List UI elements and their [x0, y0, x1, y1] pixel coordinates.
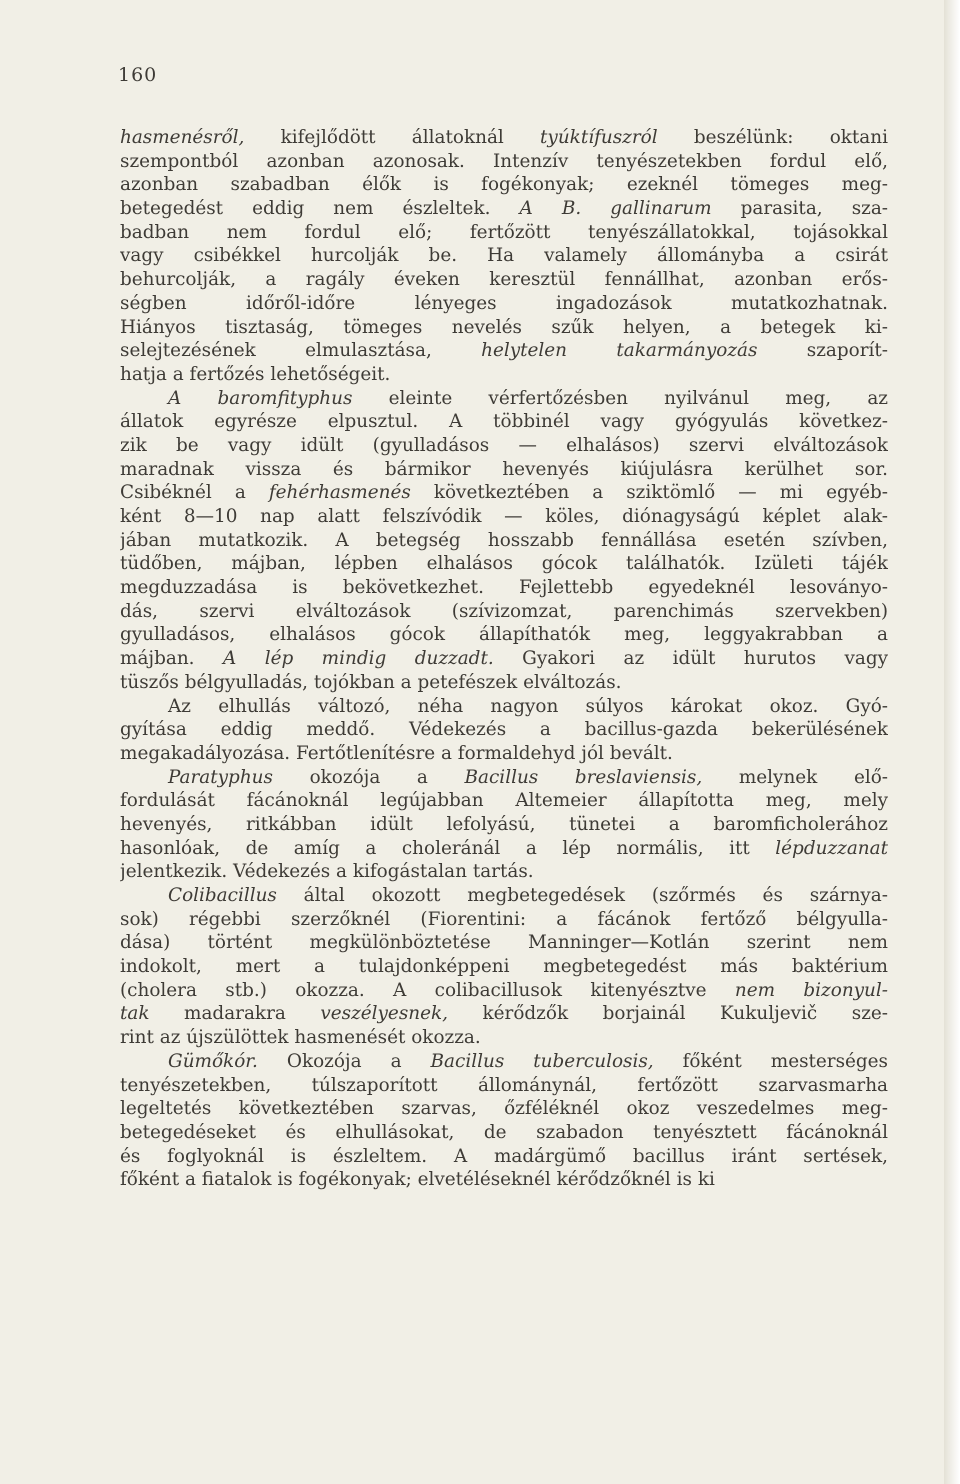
text-span: selejtezésének elmulasztása,: [120, 340, 482, 362]
text-line: [120, 955, 888, 979]
text-line: [120, 718, 888, 742]
italic-text: tak: [120, 1003, 150, 1025]
text-span: okozója a: [272, 766, 465, 788]
text-span: és foglyoknál is észleltem. A madárgümő bacillus iránt sertések,: [120, 1145, 888, 1167]
text-line: [120, 600, 888, 624]
text-span: tenyészetekben, túlszaporított állománynál, fertőzött szarvasmarha: [120, 1074, 888, 1096]
text-line: [120, 671, 888, 695]
text-span: badban nem fordul elő; fertőzött tenyészállatokkal, tojásokkal: [120, 221, 888, 243]
italic-text: nem bizonyul-: [734, 979, 888, 1001]
italic-text: helytelen takarmányozás: [481, 340, 758, 362]
text-span: legeltetés következtében szarvas, őzféléknél okoz veszedelmes meg-: [120, 1098, 888, 1120]
text-span: Az elhullás változó, néha nagyon súlyos károkat okoz. Gyó-: [168, 695, 888, 717]
text-line: [120, 884, 888, 908]
text-span: tüszős bélgyulladás, tojókban a petefészek elváltozás.: [120, 671, 622, 693]
italic-text: A B. gallinarum: [519, 198, 712, 220]
text-span: hatja a fertőzés lehetőségeit.: [120, 363, 391, 385]
italic-text: hasmenésről,: [120, 127, 245, 148]
text-span: beszélünk: oktani: [657, 127, 888, 148]
text-line: [120, 860, 888, 884]
text-span: Hiányos tisztaság, tömeges nevelés szűk helyen, a betegek ki-: [120, 316, 888, 338]
text-line: [120, 316, 888, 340]
text-span: Csibéknél a: [120, 482, 269, 504]
text-line: [120, 363, 888, 387]
text-line: [120, 908, 888, 932]
text-line: [120, 576, 888, 600]
text-span: zik be vagy idült (gyulladásos — elhalásos) szervi elváltozások: [120, 434, 888, 456]
text-span: állatok egyrésze elpusztul. A többinél vagy gyógyulás következ-: [120, 411, 888, 433]
text-span: dása) történt megkülönböztetése Manninger—Kotlán szerint nem: [120, 932, 888, 954]
text-span: rint az újszülöttek hasmenését okozza.: [120, 1027, 481, 1049]
text-span: főként a fiatalok is fogékonyak; elvetéléseknél kérődzőknél is ki: [120, 1169, 715, 1191]
text-span: behurcolják, a ragály éveken keresztül fennállhat, azonban erős-: [120, 269, 888, 291]
text-line: [120, 789, 888, 813]
text-line: [120, 742, 888, 766]
text-line: [120, 505, 888, 529]
text-span: maradnak vissza és bármikor hevenyés kiújulásra kerülhet sor.: [120, 458, 888, 480]
text-line: [120, 221, 888, 245]
italic-text: A baromfityphus: [168, 387, 353, 409]
text-span: gyulladásos, elhalásos gócok állapíthatók meg, leggyakrabban a: [120, 624, 888, 646]
text-line: [120, 268, 888, 292]
text-span: vagy csibékkel hurcolják be. Ha valamely állományba a csirát: [120, 245, 888, 267]
text-line: [120, 552, 888, 576]
text-line: [120, 1121, 888, 1145]
text-line: [120, 126, 888, 150]
text-span: madarakra: [149, 1003, 321, 1025]
text-span: gyítása eddig meddő. Védekezés a bacillus-gazda bekerülésének: [120, 719, 888, 741]
text-span: hasonlóak, de amíg a choleránál a lép normális, itt: [120, 837, 776, 859]
text-line: [120, 623, 888, 647]
text-span: dás, szervi elváltozások (szívizomzat, parenchimás szervekben): [120, 600, 888, 622]
text-span: eleinte vérfertőzésben nyilvánul meg, az: [352, 387, 888, 409]
text-line: [120, 695, 888, 719]
text-span: főként mesterséges: [653, 1050, 888, 1072]
italic-text: lépduzzanat: [775, 837, 888, 859]
italic-text: tyúktífuszról: [540, 127, 658, 148]
italic-text: Bacillus breslaviensis,: [464, 766, 703, 788]
text-span: által okozott megbetegedések (szőrmés és szárnya-: [276, 885, 888, 906]
text-line: [120, 1026, 888, 1050]
text-span: kifejlődött állatoknál: [244, 127, 541, 148]
text-line: [120, 1168, 888, 1192]
text-span: melynek elő-: [702, 766, 888, 788]
italic-text: veszélyesnek,: [320, 1003, 448, 1025]
text-span: Gyakori az idült hurutos vagy: [493, 648, 888, 670]
text-span: jelentkezik. Védekezés a kifogástalan tartás.: [120, 861, 534, 883]
text-line: [120, 481, 888, 505]
text-line: [120, 173, 888, 197]
page-edge: [944, 0, 960, 1484]
text-span: ségben időről-időre lényeges ingadozások mutatkozhatnak.: [120, 292, 888, 314]
text-line: [120, 150, 888, 174]
text-span: megakadályozása. Fertőtlenítésre a formaldehyd jól bevált.: [120, 742, 673, 764]
text-line: [120, 339, 888, 363]
text-line: [120, 931, 888, 955]
page-number: 160: [118, 64, 158, 86]
text-span: betegedéseket és elhullásokat, de szabadon tenyésztett fácánoknál: [120, 1121, 888, 1143]
text-line: [120, 1097, 888, 1121]
text-line: [120, 434, 888, 458]
text-span: következtében a sziktömlő — mi egyéb-: [410, 482, 888, 504]
text-span: kérődzők borjainál Kukuljevič sze-: [447, 1003, 888, 1025]
text-span: (cholera stb.) okozza. A colibacillusok kitenyésztve: [120, 979, 735, 1001]
text-line: [120, 244, 888, 268]
text-span: megduzzadása is bekövetkezhet. Fejlettebb egyedeknél lesoványo-: [120, 577, 888, 599]
italic-text: Bacillus tuberculosis,: [430, 1050, 654, 1072]
text-line: [120, 1074, 888, 1098]
text-span: Okozója a: [257, 1050, 431, 1072]
text-line: [120, 1002, 888, 1026]
text-line: [120, 197, 888, 221]
text-line: [120, 837, 888, 861]
text-line: [120, 1050, 888, 1074]
text-line: [120, 813, 888, 837]
text-span: jában mutatkozik. A betegség hosszabb fennállása esetén szívben,: [120, 529, 888, 551]
text-span: indokolt, mert a tulajdonképpeni megbetegedést más baktérium: [120, 956, 888, 978]
text-span: hevenyés, ritkábban idült lefolyású, tünetei a baromficholerához: [120, 813, 888, 835]
italic-text: fehérhasmenés: [268, 482, 411, 504]
text-span: azonban szabadban élők is fogékonyak; ezeknél tömeges meg-: [120, 174, 888, 196]
text-span: ként 8—10 nap alatt felszívódik — köles, diónagyságú képlet alak-: [120, 506, 888, 527]
text-line: [120, 410, 888, 434]
text-line: [120, 292, 888, 316]
text-line: [120, 458, 888, 482]
italic-text: Colibacillus: [168, 885, 277, 906]
text-line: [120, 1145, 888, 1169]
text-span: májban.: [120, 648, 223, 670]
text-span: sok) régebbi szerzőknél (Fiorentini: a fácánok fertőző bélgyulla-: [120, 908, 888, 930]
italic-text: A lép mindig duzzadt.: [222, 648, 494, 670]
text-line: [120, 529, 888, 553]
italic-text: Gümőkór.: [168, 1050, 258, 1072]
text-span: betegedést eddig nem észleltek.: [120, 198, 520, 220]
text-span: tüdőben, májban, lépben elhalásos gócok találhatók. Izületi tájék: [120, 553, 888, 575]
text-span: szempontból azonban azonosak. Intenzív tenyészetekben fordul elő,: [120, 150, 888, 172]
body-text: [120, 126, 888, 1192]
text-line: [120, 766, 888, 790]
text-line: [120, 387, 888, 411]
italic-text: Paratyphus: [168, 766, 273, 788]
text-line: [120, 647, 888, 671]
text-span: fordulását fácánoknál legújabban Altemeier állapította meg, mely: [120, 790, 888, 812]
text-span: parasita, sza-: [711, 198, 888, 220]
text-line: [120, 979, 888, 1003]
text-span: szaporít-: [757, 340, 888, 362]
